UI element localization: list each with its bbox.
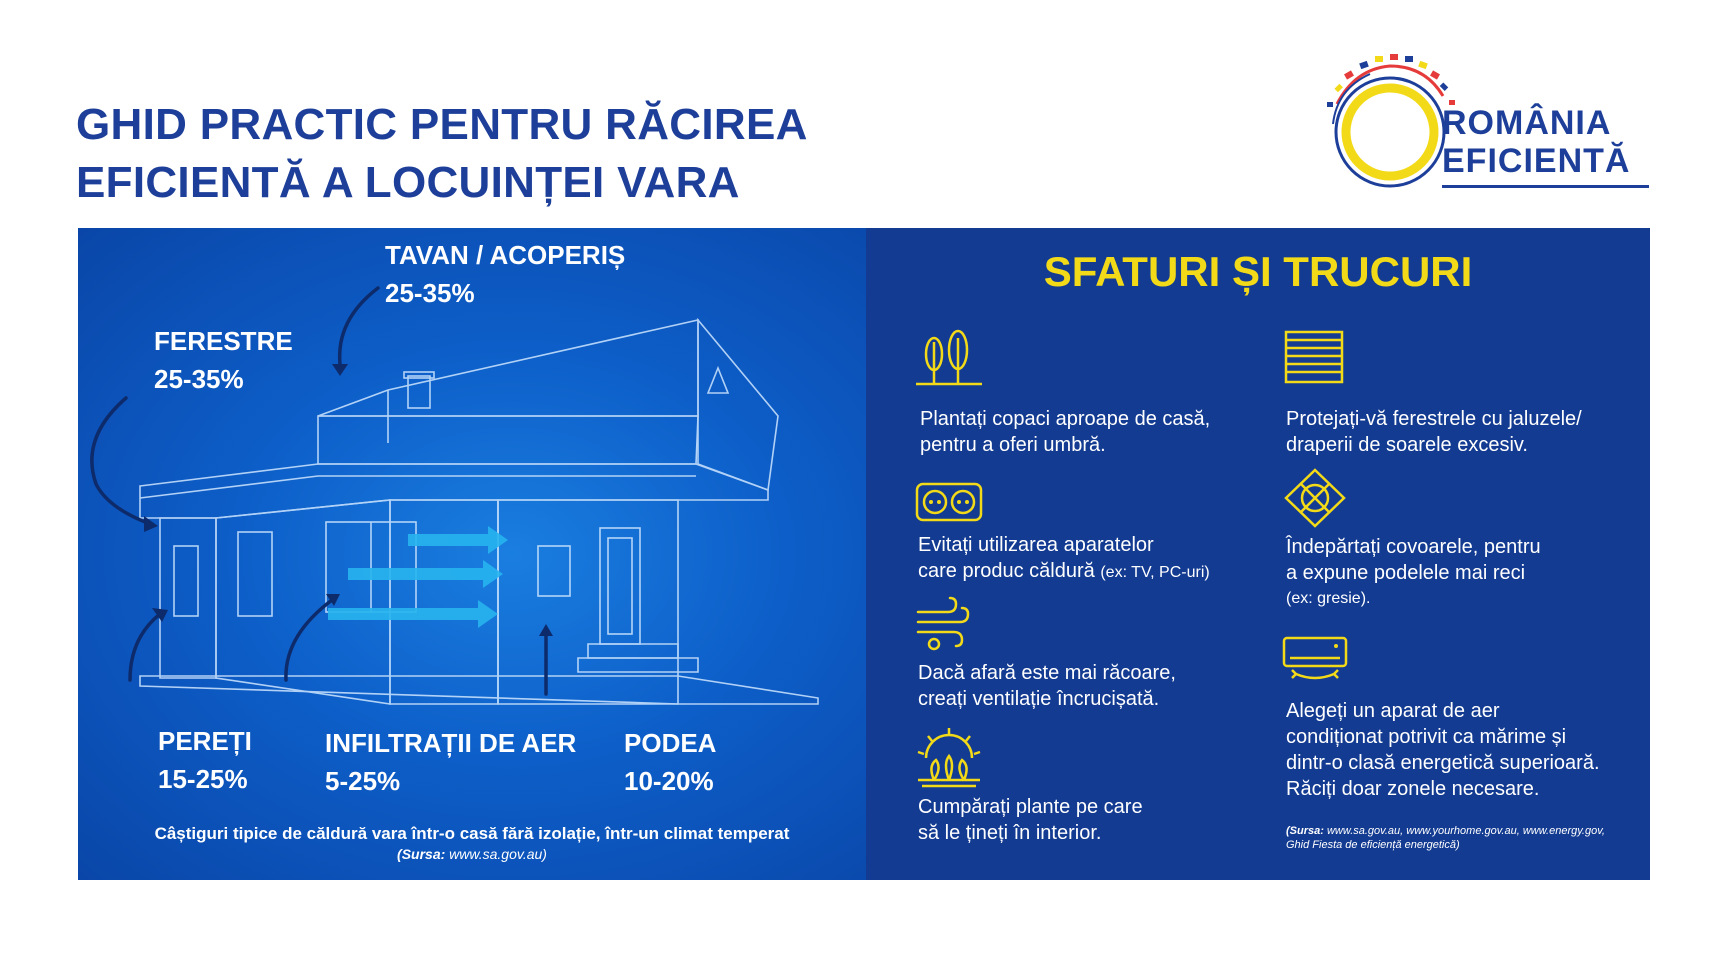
tip-line: draperii de soarele excesiv. <box>1286 434 1528 456</box>
heat-gain-panel <box>78 228 866 880</box>
title-line-1: GHID PRACTIC PENTRU RĂCIREA <box>76 100 808 149</box>
floor-tile-icon <box>1280 468 1350 528</box>
page-title <box>76 96 808 212</box>
air-conditioner-icon <box>1280 634 1350 694</box>
tip-line <box>918 558 1210 586</box>
wind-icon <box>914 596 984 656</box>
logo-text <box>1442 104 1630 180</box>
tip-line: Evitați utilizarea aparatelor <box>918 534 1154 556</box>
windows-label <box>154 322 293 398</box>
tip-line: Răciți doar zonele necesare. <box>1286 778 1540 800</box>
tip-line: creați ventilație încrucișată. <box>918 688 1160 710</box>
title-line-2: EFICIENTĂ A LOCUINȚEI VARA <box>76 158 740 207</box>
floor-label-value: 10-20% <box>624 766 714 796</box>
tip-line: a expune podelele mai reci <box>1286 562 1526 584</box>
roof-label-name: TAVAN / ACOPERIȘ <box>385 240 626 270</box>
windows-label-value: 25-35% <box>154 364 244 394</box>
caption-source <box>78 846 866 862</box>
tip-line: Cumpărați plante pe care <box>918 796 1143 818</box>
blinds-icon <box>1280 328 1350 388</box>
plants-sun-icon <box>914 728 984 788</box>
sources-urls: www.sa.gov.au, www.yourhome.gov.au, www.energy.gov, <box>1326 825 1605 837</box>
tip-line-note: (ex: gresie). <box>1286 590 1371 607</box>
tips-title: SFATURI ȘI TRUCURI <box>1043 248 1473 295</box>
tip-line: condiționat potrivit ca mărime și <box>1286 726 1567 748</box>
tip-line: Plantați copaci aproape de casă, <box>920 408 1211 430</box>
tips-panel <box>866 228 1650 880</box>
tip-line: să le țineți în interior. <box>918 822 1102 844</box>
roof-label-value: 25-35% <box>385 278 475 308</box>
walls-label-value: 15-25% <box>158 764 248 794</box>
tip-line: pentru a oferi umbră. <box>920 434 1106 456</box>
tip-trees-text <box>920 406 1210 458</box>
romania-eficienta-logo <box>1315 44 1655 194</box>
walls-label-name: PEREȚI <box>158 726 252 756</box>
caption-source-label: (Sursa: <box>397 846 446 862</box>
floor-label <box>624 724 716 800</box>
tips-sources <box>1286 824 1646 852</box>
trees-icon <box>914 328 984 388</box>
panel-caption <box>78 824 866 862</box>
tip-line: Îndepărtați covoarele, pentru <box>1286 536 1541 558</box>
tip-plants-text <box>918 794 1143 846</box>
tip-ac-text <box>1286 698 1600 802</box>
tip-line-main: care produc căldură <box>918 560 1095 582</box>
tip-appliances-text <box>918 532 1210 586</box>
air-label-name: INFILTRAȚII DE AER <box>325 728 577 758</box>
caption-text: Câștiguri tipice de căldură vara într-o casă fără izolație, într-un climat temperat <box>154 824 790 843</box>
logo-underline <box>1442 185 1649 188</box>
logo-line-2: EFICIENTĂ <box>1442 142 1631 180</box>
sources-label: (Sursa: <box>1286 825 1324 837</box>
tip-line: Alegeți un aparat de aer <box>1286 700 1500 722</box>
tip-line: dintr-o clasă energetică superioară. <box>1286 752 1600 774</box>
tip-blinds-text <box>1286 406 1582 458</box>
logo-line-1: ROMÂNIA <box>1442 104 1612 142</box>
tip-ventilation-text <box>918 660 1176 712</box>
tip-line: Protejați-vă ferestrele cu jaluzele/ <box>1286 408 1582 430</box>
tip-line-note: (ex: TV, PC-uri) <box>1100 564 1210 581</box>
tip-carpets-text <box>1286 534 1541 612</box>
power-outlet-icon <box>914 476 984 536</box>
tip-line: Dacă afară este mai răcoare, <box>918 662 1176 684</box>
caption-source-url: www.sa.gov.au) <box>449 846 547 862</box>
roof-label <box>385 236 625 312</box>
air-label-value: 5-25% <box>325 766 401 796</box>
sources-line-2: Ghid Fiesta de eficiență energetică) <box>1286 839 1460 851</box>
floor-label-name: PODEA <box>624 728 717 758</box>
sources-line-1 <box>1286 824 1646 838</box>
windows-label-name: FERESTRE <box>154 326 293 356</box>
air-infiltration-label <box>325 724 576 800</box>
walls-label <box>158 722 252 798</box>
